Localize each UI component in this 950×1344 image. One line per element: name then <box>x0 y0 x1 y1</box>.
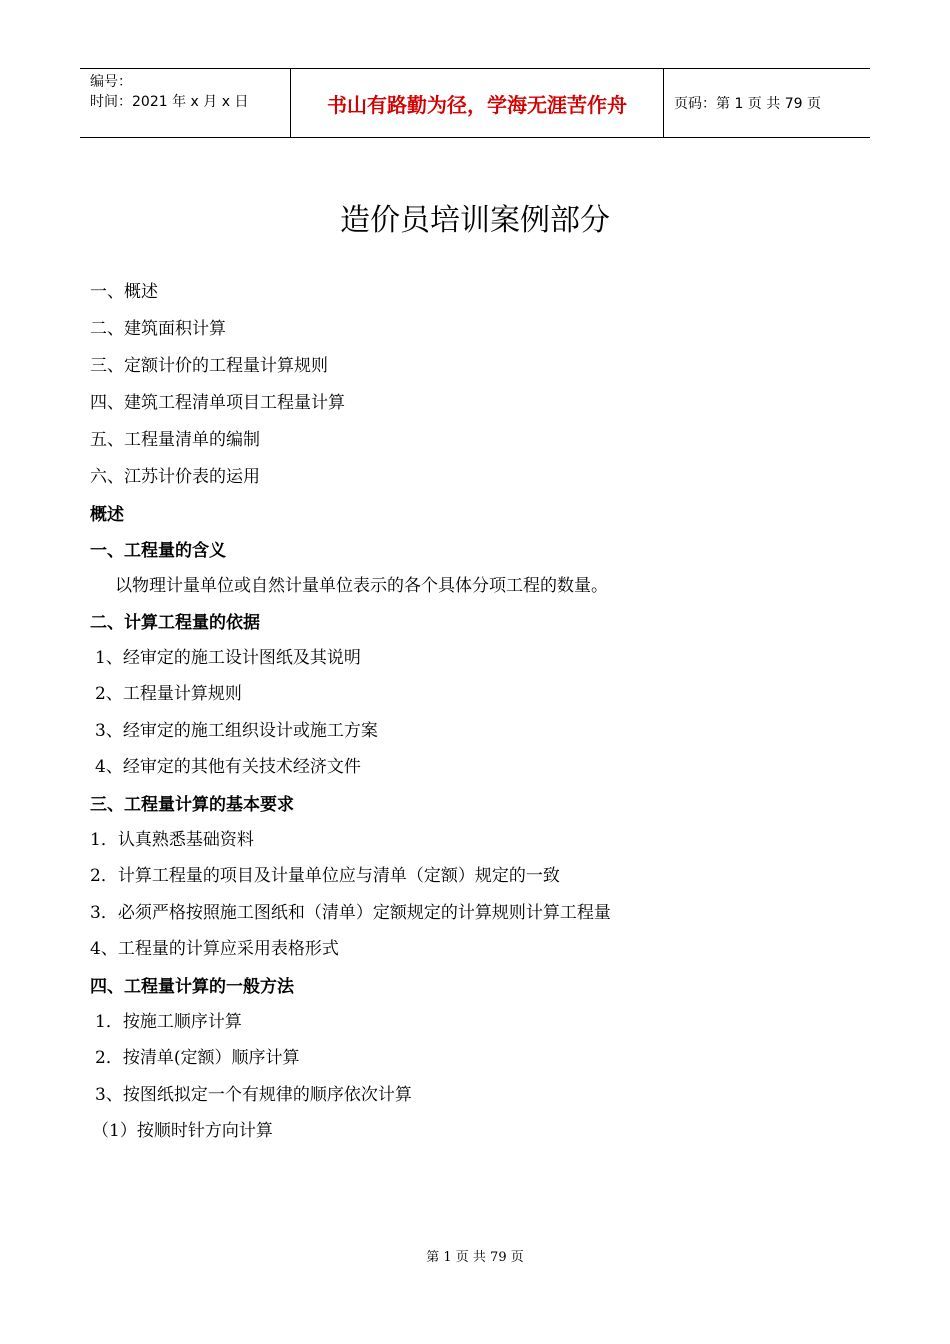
id-label: 编号： <box>90 74 132 90</box>
page-info: 页码：第 1 页 共 79 页 <box>674 96 821 112</box>
toc-item: 五、工程量清单的编制 <box>90 430 260 450</box>
list-item: 3．必须严格按照施工图纸和（清单）定额规定的计算规则计算工程量 <box>90 903 611 923</box>
list-item: 2．计算工程量的项目及计量单位应与清单（定额）规定的一致 <box>90 866 560 886</box>
list-item: 4、经审定的其他有关技术经济文件 <box>95 757 361 777</box>
section-heading: 四、工程量计算的一般方法 <box>90 977 294 997</box>
section-heading: 概述 <box>90 505 124 525</box>
section-heading: 二、计算工程量的依据 <box>90 613 260 633</box>
paragraph: 以物理计量单位或自然计量单位表示的各个具体分项工程的数量。 <box>115 576 608 596</box>
page-header <box>80 68 870 138</box>
section-heading: 一、工程量的含义 <box>90 541 226 561</box>
time-label: 时间：2021 年 x 月 x 日 <box>90 94 249 110</box>
list-item: 1．认真熟悉基础资料 <box>90 830 254 850</box>
section-heading: 三、工程量计算的基本要求 <box>90 795 294 815</box>
toc-item: 四、建筑工程清单项目工程量计算 <box>90 393 345 413</box>
page-footer: 第 1 页 共 79 页 <box>426 1250 524 1265</box>
list-item: 2．按清单(定额）顺序计算 <box>95 1048 300 1068</box>
header-left-cell <box>80 69 291 137</box>
list-item: 2、工程量计算规则 <box>95 684 242 704</box>
list-item: 4、工程量的计算应采用表格形式 <box>90 939 339 959</box>
toc-item: 三、定额计价的工程量计算规则 <box>90 356 328 376</box>
toc-item: 六、江苏计价表的运用 <box>90 467 260 487</box>
motto: 书山有路勤为径，学海无涯苦作舟 <box>291 69 664 137</box>
document-title: 造价员培训案例部分 <box>340 203 610 238</box>
toc-item: 二、建筑面积计算 <box>90 319 226 339</box>
list-item: 1．按施工顺序计算 <box>95 1012 242 1032</box>
list-item: 1、经审定的施工设计图纸及其说明 <box>95 648 361 668</box>
list-item: （1）按顺时针方向计算 <box>92 1121 273 1141</box>
list-item: 3、按图纸拟定一个有规律的顺序依次计算 <box>95 1085 412 1105</box>
toc-item: 一、概述 <box>90 282 158 302</box>
list-item: 3、经审定的施工组织设计或施工方案 <box>95 721 378 741</box>
